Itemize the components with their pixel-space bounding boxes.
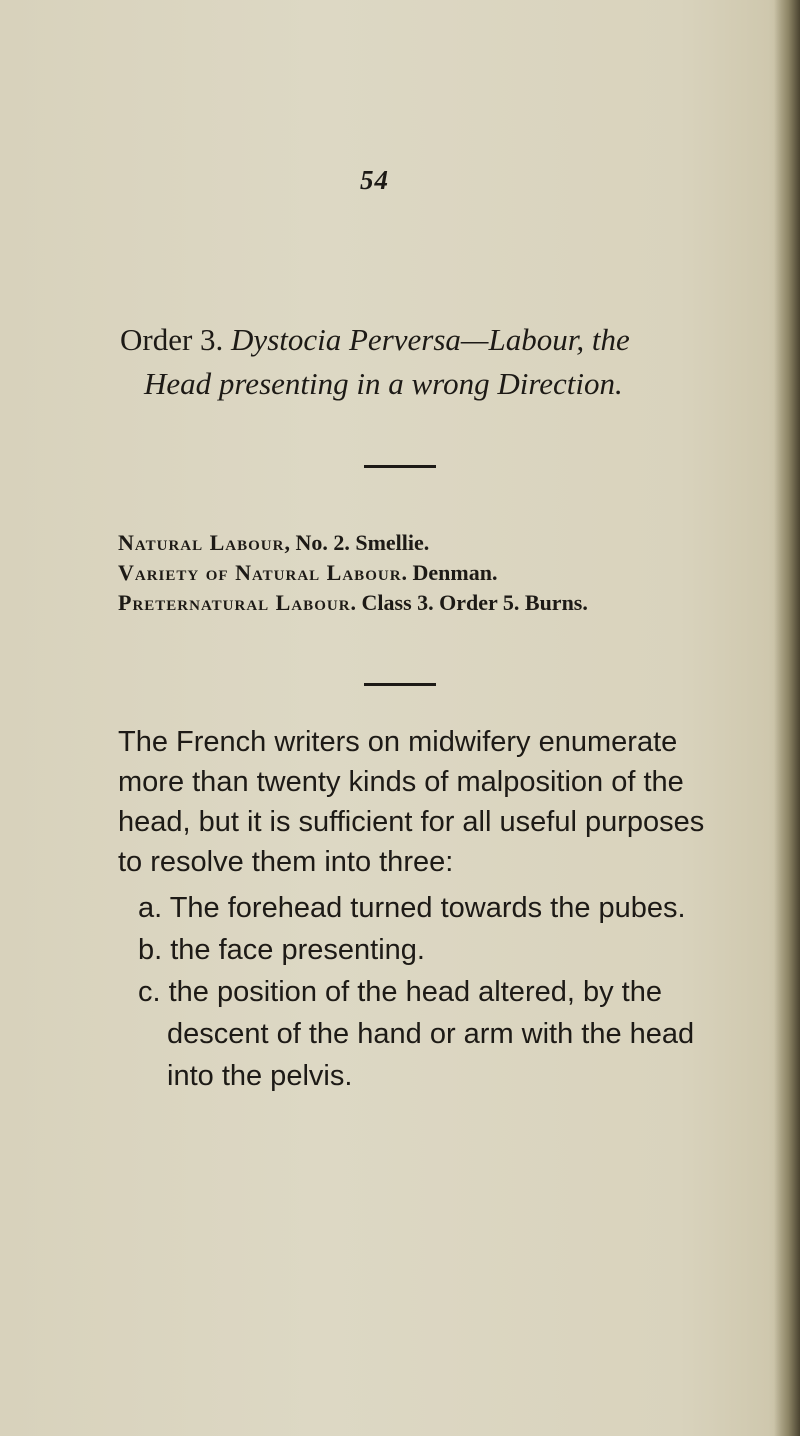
section-divider-2: [364, 683, 436, 686]
list-item-c: c. the position of the head altered, by the: [138, 976, 662, 1008]
reference-name: Preternatural Labour: [118, 590, 351, 615]
reference-line: [118, 588, 718, 618]
reference-name: Natural Labour: [118, 530, 285, 555]
reference-name: Variety of Natural Labour: [118, 560, 402, 585]
malposition-list: [138, 887, 718, 1097]
list-item-b: b. the face presenting.: [138, 934, 425, 966]
order-title-line-1: Dystocia Perversa—Labour, the: [231, 322, 630, 357]
order-heading-line-1: [120, 318, 720, 362]
order-prefix: Order 3.: [120, 322, 224, 357]
reference-line: [118, 558, 718, 588]
list-item-a: a. The forehead turned towards the pubes.: [138, 892, 686, 924]
list-item-c-continued: into the pelvis.: [167, 1060, 353, 1092]
reference-list: [118, 528, 718, 618]
page-number: 54: [360, 165, 389, 195]
reference-detail: . Class 3. Order 5. Burns.: [350, 590, 588, 615]
reference-line: [118, 528, 718, 558]
reference-detail: , No. 2. Smellie.: [284, 530, 430, 555]
order-title-line-2: Head presenting in a wrong Direction.: [144, 366, 623, 401]
order-heading: [120, 318, 720, 406]
paragraph-line: The French writers on midwifery enumerate: [118, 726, 678, 758]
reference-detail: . Denman.: [401, 560, 498, 585]
section-divider-1: [364, 465, 436, 468]
paragraph-line: more than twenty kinds of malposition of the: [118, 766, 684, 798]
paragraph-line: head, but it is sufficient for all useful purposes: [118, 806, 705, 838]
body-paragraph: [118, 722, 708, 882]
page-edge-shadow: [774, 0, 800, 1436]
list-item-c-continued: descent of the hand or arm with the head: [167, 1018, 695, 1050]
paragraph-line: to resolve them into three:: [118, 846, 454, 878]
